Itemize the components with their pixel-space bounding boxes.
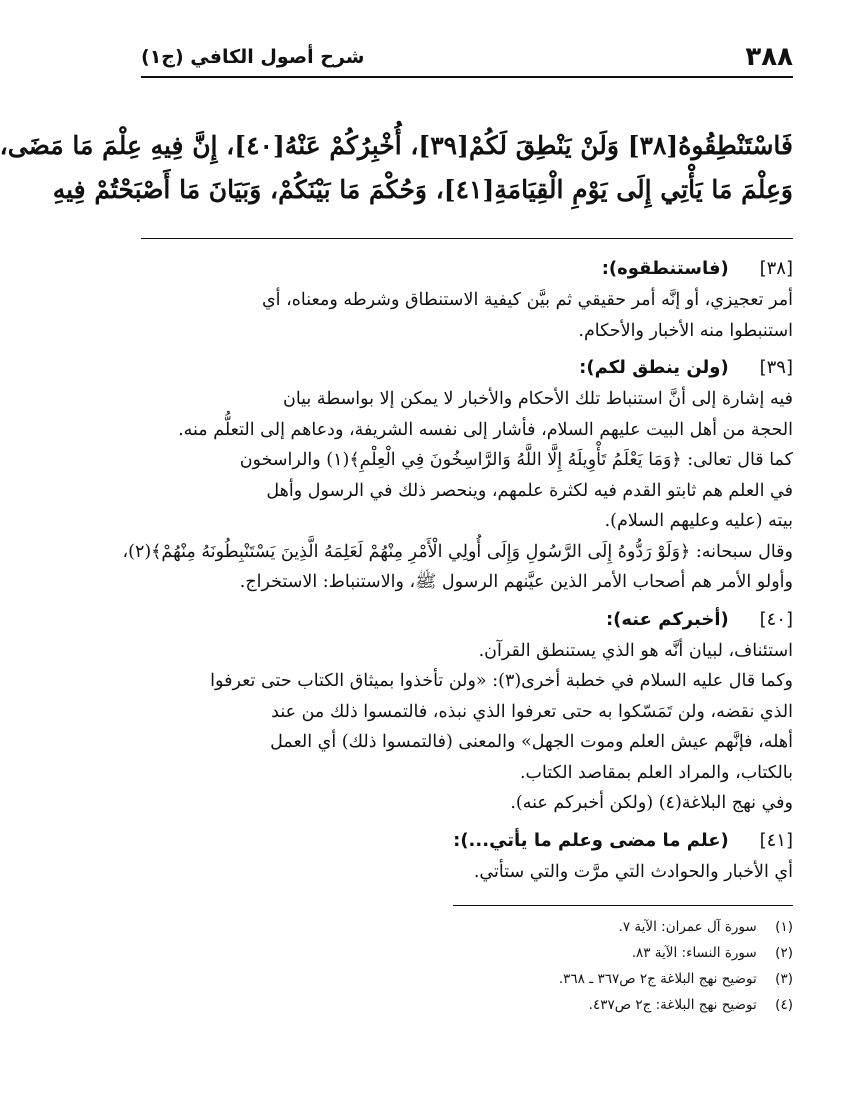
note-heading — [141, 253, 793, 285]
footnote-number: (٣) — [775, 971, 793, 987]
footnote — [141, 992, 793, 1018]
footnote-number: (٤) — [775, 997, 793, 1013]
footnote-number: (١) — [775, 919, 793, 935]
note-line: بالكتاب، والمراد العلم بمقاصد الكتاب. — [519, 762, 793, 783]
note-line: وفي نهج البلاغة(٤) (ولكن أخبركم عنه). — [510, 793, 793, 813]
footnote-text: توضيح نهج البلاغة ج٢ ص٣٦٧ ـ ٣٦٨. — [558, 971, 757, 987]
note-line: فيه إشارة إلى أنَّ استنباط تلك الأحكام والأخبار لا يمكن إلا بواسطة بيان — [282, 389, 793, 409]
main-text-line: فَاسْتَنْطِقُوهُ[٣٨] وَلَنْ يَنْطِقَ لَكُمْ[٣٩]، أُخْبِرُكُمْ عَنْهُ[٤٠]، إِنَّ فِيهِ عِلْمَ مَا مَضَى، — [0, 131, 793, 160]
note-40 — [141, 604, 793, 819]
note-line: وأولو الأمر هم أصحاب الأمر الذين عيَّنهم الرسول ﷺ، والاستنباط: الاستخراج. — [239, 572, 793, 592]
note-line: أهله، فإنَّهم عيش العلم وموت الجهل» والمعنى (فالتمسوا ذلك) أي العمل — [270, 732, 793, 752]
note-number: [٣٩] — [759, 357, 793, 378]
note-number: [٤١] — [759, 829, 793, 851]
note-line: الذي نقضه، ولن تَمَسّكوا به حتى تعرفوا الذي نبذه، فالتمسوا ذلك من عند — [271, 701, 793, 722]
note-line: الحجة من أهل البيت عليهم السلام، فأشار إلى نفسه الشريفة، ودعاهم إلى التعلُّم منه. — [178, 419, 793, 440]
note-heading — [141, 825, 793, 857]
commentary-notes — [122, 253, 793, 887]
footnotes — [141, 914, 793, 1018]
note-line: استنبطوا منه الأخبار والأحكام. — [578, 320, 793, 341]
footnote-text: توضيح نهج البلاغة: ج٢ ص٤٣٧. — [588, 997, 757, 1013]
note-heading — [141, 604, 793, 636]
footnote-text: سورة النساء: الآية ٨٣. — [631, 945, 757, 961]
running-title: شرح أصول الكافي (ج١) — [141, 46, 365, 68]
main-text-line: وَعِلْمَ مَا يَأْتِي إِلَى يَوْمِ الْقِيَامَةِ[٤١]، وَحُكْمَ مَا بَيْنَكُمْ، وَبَيَانَ مَا أَصْبَحْتُمْ فِيهِ — [52, 175, 793, 204]
footnote — [141, 940, 793, 966]
note-41 — [141, 825, 793, 888]
note-line: كما قال تعالى: ﴿وَمَا يَعْلَمُ تَأْوِيلَهُ إِلَّا اللَّهُ وَالرَّاسِخُونَ فِي الْعِلْمِ﴾(١) والراسخون — [239, 450, 793, 470]
note-title: (أخبركم عنه): — [605, 608, 729, 630]
note-line: أي الأخبار والحوادث التي مرَّت والتي ستأتي. — [473, 861, 793, 882]
footnote — [141, 966, 793, 992]
page-number: ٣٨٨ — [745, 42, 793, 72]
note-39 — [122, 352, 793, 598]
document-page — [0, 40, 793, 1018]
footnote-text: سورة آل عمران: الآية ٧. — [618, 919, 757, 935]
footnote — [141, 914, 793, 940]
note-number: [٤٠] — [759, 608, 793, 630]
note-line: في العلم هم ثابتو القدم فيه لكثرة علمهم، وينحصر ذلك في الرسول وأهل — [266, 480, 793, 501]
footnote-number: (٢) — [775, 945, 793, 961]
note-number: [٣٨] — [759, 258, 793, 279]
note-line: أمر تعجيزي، أو إنَّه أمر حقيقي ثم بيَّن كيفية الاستنطاق وشرطه ومعناه، أي — [261, 290, 793, 310]
main-text — [0, 124, 793, 212]
note-38 — [141, 253, 793, 346]
note-line: وقال سبحانه: ﴿وَلَوْ رَدُّوهُ إِلَى الرَّسُولِ وَإِلَى أُولِي الْأَمْرِ مِنْهُمْ لَعَلِمَهُ الَّذِينَ يَسْتَنْبِطُونَهُ مِنْهُمْ﴾(٢)، — [122, 541, 793, 562]
page-header — [141, 40, 793, 78]
note-line: وكما قال عليه السلام في خطبة أخرى(٣): «ولن تأخذوا بميثاق الكتاب حتى تعرفوا — [210, 671, 793, 691]
note-line: بيته (عليه وعليهم السلام). — [604, 511, 793, 531]
note-line: استئناف، لبيان أنَّه هو الذي يستنطق القرآن. — [478, 640, 793, 661]
note-title: (فاستنطقوه): — [601, 258, 729, 279]
footnote-separator — [453, 905, 793, 906]
note-heading — [141, 352, 793, 384]
note-title: (علم ما مضى وعلم ما يأتي...): — [453, 829, 729, 851]
separator-rule — [141, 238, 793, 239]
note-title: (ولن ينطق لكم): — [579, 357, 729, 378]
